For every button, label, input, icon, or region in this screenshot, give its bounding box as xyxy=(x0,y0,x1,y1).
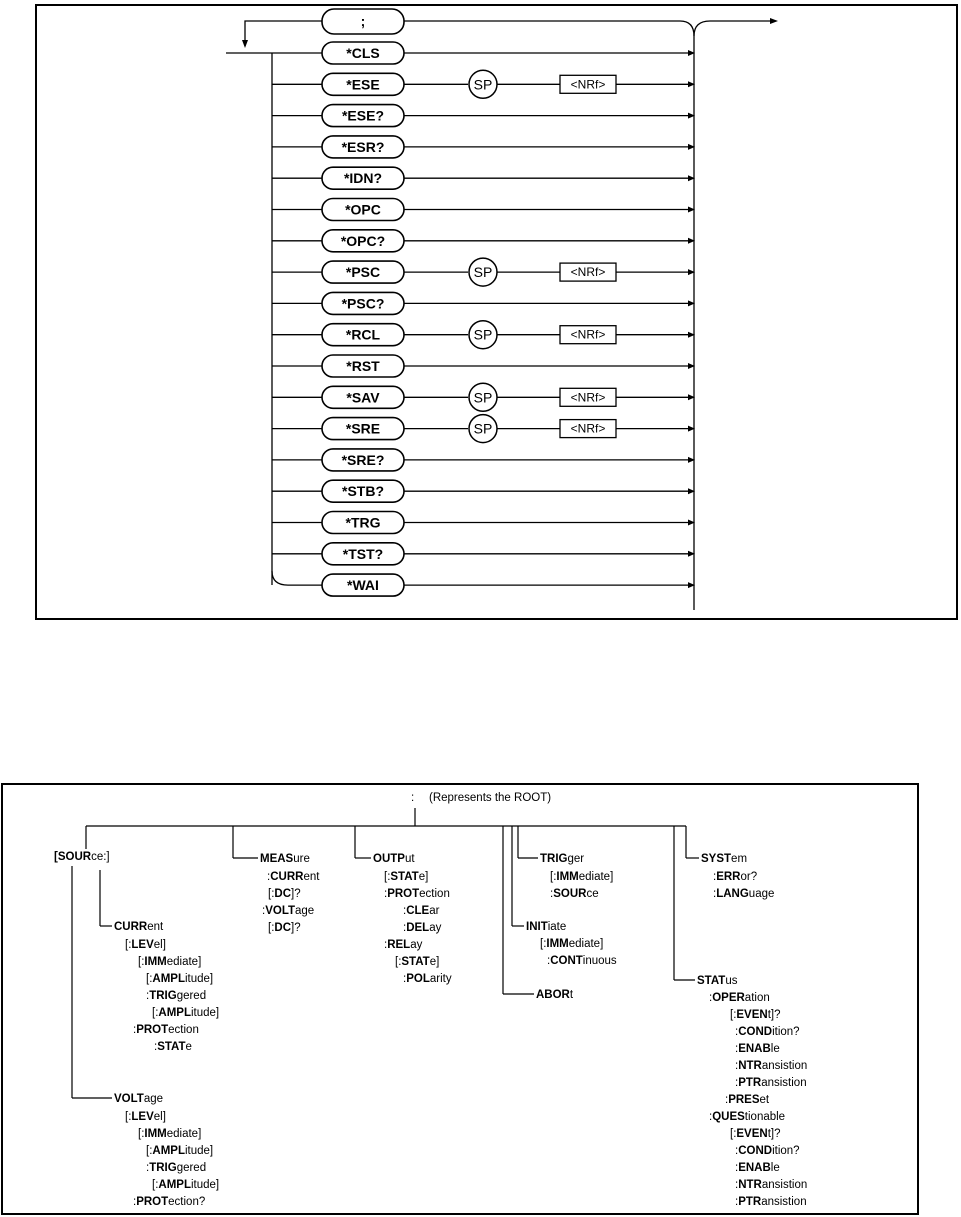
command-label: *OPC? xyxy=(340,232,386,249)
nrf-label: <NRf> xyxy=(570,77,606,92)
tree-node-label: [:STATe] xyxy=(384,871,429,883)
tree-node-label: :POLarity xyxy=(403,973,452,985)
tree-node-label: SYSTem xyxy=(701,853,748,865)
tree-node-label: :ERRor? xyxy=(713,871,758,883)
tree-node-label: ABORt xyxy=(536,989,574,1001)
tree-node-label: MEASure xyxy=(260,853,310,865)
sp-label: SP xyxy=(473,264,493,281)
loop-back-arrow xyxy=(242,40,248,48)
tree-node-label: :CONTinuous xyxy=(547,955,617,967)
tree-node-label: :VOLTage xyxy=(262,905,315,917)
exit-arrow xyxy=(770,18,778,24)
tree-node-label: :TRIGgered xyxy=(146,990,207,1002)
command-label: *TRG xyxy=(345,514,381,531)
command-label: *STB? xyxy=(342,483,384,500)
tree-node-label: [SOURce:] xyxy=(54,851,110,863)
nrf-label: <NRf> xyxy=(570,421,606,436)
tree-node-label: [:DC]? xyxy=(268,922,301,934)
command-label: *RST xyxy=(346,358,380,374)
tree-node-label: :CURRent xyxy=(267,871,320,883)
tree-node-label: [:EVENt]? xyxy=(730,1128,781,1140)
tree-node-label: [:IMMediate] xyxy=(550,871,614,883)
exit-line xyxy=(694,21,770,36)
tree-node-label: [:AMPLitude] xyxy=(146,1145,214,1157)
tree-node-label: [:LEVel] xyxy=(125,939,166,951)
tree-node-label: INITiate xyxy=(526,921,567,933)
tree-node-label: [:IMMediate] xyxy=(138,956,202,968)
tree-node-label: :LANGuage xyxy=(713,888,775,900)
command-label: *WAI xyxy=(347,577,379,594)
tree-node-label: :ENABle xyxy=(735,1043,780,1055)
separator-label: ; xyxy=(360,13,366,29)
tree-node-label: :PROTection xyxy=(133,1024,199,1036)
command-label: *ESE xyxy=(346,76,380,93)
tree-node-label: STATus xyxy=(697,975,738,987)
tree-node-label: :PTRansistion xyxy=(735,1077,807,1089)
command-label: *ESR? xyxy=(341,138,385,155)
tree-node-label: OUTPut xyxy=(373,853,415,865)
root-note: (Represents the ROOT) xyxy=(429,792,552,804)
loop-back-line xyxy=(245,21,322,46)
tree-node-label: :CLEar xyxy=(403,905,440,917)
common-diagram-frame xyxy=(36,5,957,619)
tree-node-label: [:AMPLitude] xyxy=(152,1007,220,1019)
command-label: *SAV xyxy=(346,389,380,406)
sp-label: SP xyxy=(473,76,493,93)
tree-node-label: [:EVENt]? xyxy=(730,1009,781,1021)
tree-node-label: [:IMMediate] xyxy=(138,1128,202,1140)
tree-node-label: [:AMPLitude] xyxy=(152,1179,220,1191)
command-label: *RCL xyxy=(345,326,381,343)
tree-node-label: :TRIGgered xyxy=(146,1162,207,1174)
tree-node-label: :NTRansistion xyxy=(735,1060,808,1072)
nrf-label: <NRf> xyxy=(570,327,606,342)
command-label: *ESE? xyxy=(341,107,385,124)
tree-node-label: [:LEVel] xyxy=(125,1111,166,1123)
tree-node-label: [:AMPLitude] xyxy=(146,973,214,985)
tree-node-label: :SOURce xyxy=(550,888,599,900)
command-tree-diagram xyxy=(2,784,918,1214)
tree-node-label: :DELay xyxy=(403,922,442,934)
tree-node-label: :PROTection xyxy=(384,888,450,900)
tree-node-label: [:IMMediate] xyxy=(540,938,604,950)
sp-label: SP xyxy=(473,389,493,406)
root-symbol: : xyxy=(411,792,415,804)
common-command-diagram xyxy=(36,5,957,619)
tree-node-label: :STATe xyxy=(154,1041,192,1053)
tree-node-label: :PRESet xyxy=(725,1094,770,1106)
tree-node-label: [:STATe] xyxy=(395,956,440,968)
branch-line xyxy=(272,571,322,585)
tree-node-label: :OPERation xyxy=(709,992,770,1004)
sp-label: SP xyxy=(473,420,493,437)
tree-node-label: CURRent xyxy=(114,921,164,933)
tree-node-label: :ENABle xyxy=(735,1162,780,1174)
tree-node-label: :NTRansistion xyxy=(735,1179,808,1191)
tree-node-label: :PTRansistion xyxy=(735,1196,807,1208)
command-label: *CLS xyxy=(346,45,380,61)
command-label: *IDN? xyxy=(343,170,383,187)
command-label: *OPC xyxy=(345,201,381,218)
command-label: *PSC? xyxy=(341,295,385,312)
nrf-label: <NRf> xyxy=(570,265,606,280)
tree-node-label: VOLTage xyxy=(114,1093,163,1105)
tree-node-label: :CONDition? xyxy=(735,1026,800,1038)
tree-node-label: :QUEStionable xyxy=(709,1111,786,1123)
command-label: *SRE? xyxy=(341,451,385,468)
tree-node-label: :CONDition? xyxy=(735,1145,800,1157)
command-label: *TST? xyxy=(342,545,384,562)
tree-connectors xyxy=(72,808,699,1098)
sp-label: SP xyxy=(473,326,493,343)
nrf-label: <NRf> xyxy=(570,390,606,405)
tree-node-label: [:DC]? xyxy=(268,888,301,900)
tree-node-label: :RELay xyxy=(384,939,423,951)
tree-node-label: :PROTection? xyxy=(133,1196,206,1208)
command-label: *PSC xyxy=(345,264,381,281)
command-label: *SRE xyxy=(345,420,381,437)
tree-node-label: TRIGger xyxy=(540,853,585,865)
